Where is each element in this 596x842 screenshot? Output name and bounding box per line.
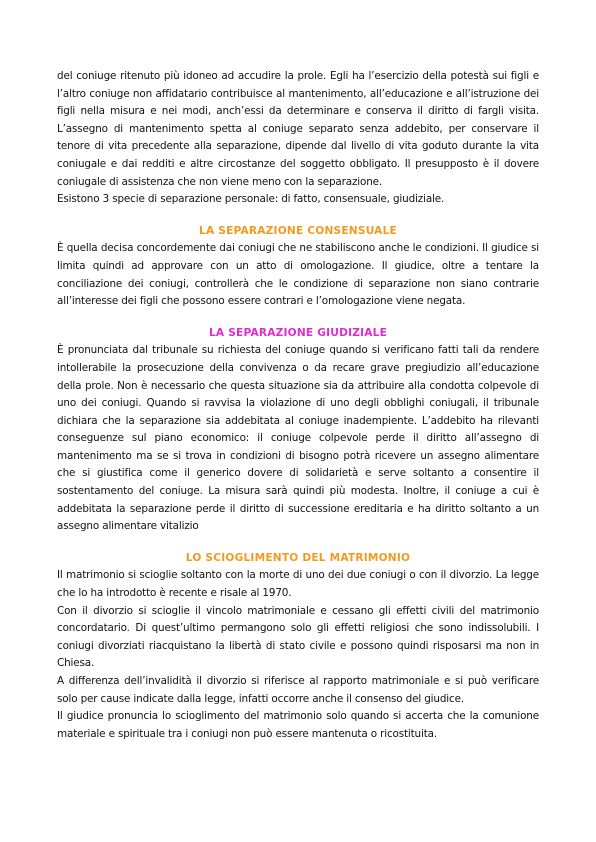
- document-page: [57, 68, 539, 743]
- giudiziale-paragraph: È pronunciata dal tribunale su richiesta del coniuge quando si verificano fatti tali da rendere intollerabile la prosecuzione della convivenza o da recare grave pregiudizio all’educazione della prole. Non è necessario che questa situazione sia da attribuire alla condotta colpevole di uno dei coniugi. Quando si ravvisa la violazione di uno degli obblighi coniugali, il tribunale dichiara che la separazione sia addebitata al coniuge inadempiente. L’addebito ha rilevanti conseguenze sul piano economico: il coniuge colpevole perde il diritto all’assegno di mantenimento ma se si trova in condizioni di bisogno potrà ricevere un assegno alimentare che si giustifica come il generico dovere di solidarietà e serve soltanto a consentire il sostentamento del coniuge. La misura sarà quindi più modesta. Inoltre, il coniuge a cui è addebitata la separazione perde il diritto di successione ereditaria e ha diritto soltanto a un assegno alimentare vitalizio: [57, 344, 539, 533]
- heading-separazione-consensuale: LA SEPARAZIONE CONSENSUALE: [199, 224, 397, 237]
- scioglimento-paragraph-4: Il giudice pronuncia lo scioglimento del matrimonio solo quando si accerta che la comunione materiale e spirituale tra i coniugi non può essere mantenuta o ricostituita.: [57, 710, 539, 740]
- scioglimento-paragraph-1: Il matrimonio si scioglie soltanto con la morte di uno dei due coniugi o con il divorzio. La legge che lo ha introdotto è recente e risale al 1970.: [57, 569, 539, 600]
- scioglimento-paragraph-2: Con il divorzio si scioglie il vincolo matrimoniale e cessano gli effetti civili del matrimonio concordatario. Di quest’ultimo permangono solo gli effetti religiosi che sono indissolubili. I coniugi divorziati riacquistano la libertà di stato civile e possono quindi risposarsi ma non in Chiesa.: [57, 604, 539, 670]
- scioglimento-paragraph-3: A differenza dell’invalidità il divorzio si riferisce al rapporto matrimoniale e si può verificare solo per cause indicate dalla legge, infatti occorre anche il consenso del giudice.: [57, 675, 539, 705]
- consensuale-paragraph: È quella decisa concordemente dai coniugi che ne stabiliscono anche le condizioni. Il giudice si limita quindi ad approvare con un atto di omologazione. Il giudice, oltre a tentare la conciliazione dei coniugi, controllerà che le condizione di separazione non siano contrarie all’interesse dei figli che possono essere contrari e l’omologazione viene negata.: [57, 242, 539, 308]
- intro-paragraph: del coniuge ritenuto più idoneo ad accudire la prole. Egli ha l’esercizio della potestà sui figli e l’altro coniuge non affidatario contribuisce al mantenimento, all’educazione e all’istruzione dei figli nella misura e nei modi, anch’essi da determinare e conserva il diritto di fargli visita. L’assegno di mantenimento spetta al coniuge separato senza addebito, per conservare il tenore di vita precedente alla separazione, dipende dal livello di vita goduto durante la vita coniugale e dai redditi e altre circostanze del soggetto obbligato. Il presupposto è il dovere coniugale di assistenza che non viene meno con la separazione.: [57, 70, 539, 188]
- intro-types-paragraph: Esistono 3 specie di separazione personale: di fatto, consensuale, giudiziale.: [57, 193, 445, 206]
- heading-separazione-giudiziale: LA SEPARAZIONE GIUDIZIALE: [208, 326, 388, 339]
- heading-scioglimento-matrimonio: LO SCIOGLIMENTO DEL MATRIMONIO: [185, 551, 411, 564]
